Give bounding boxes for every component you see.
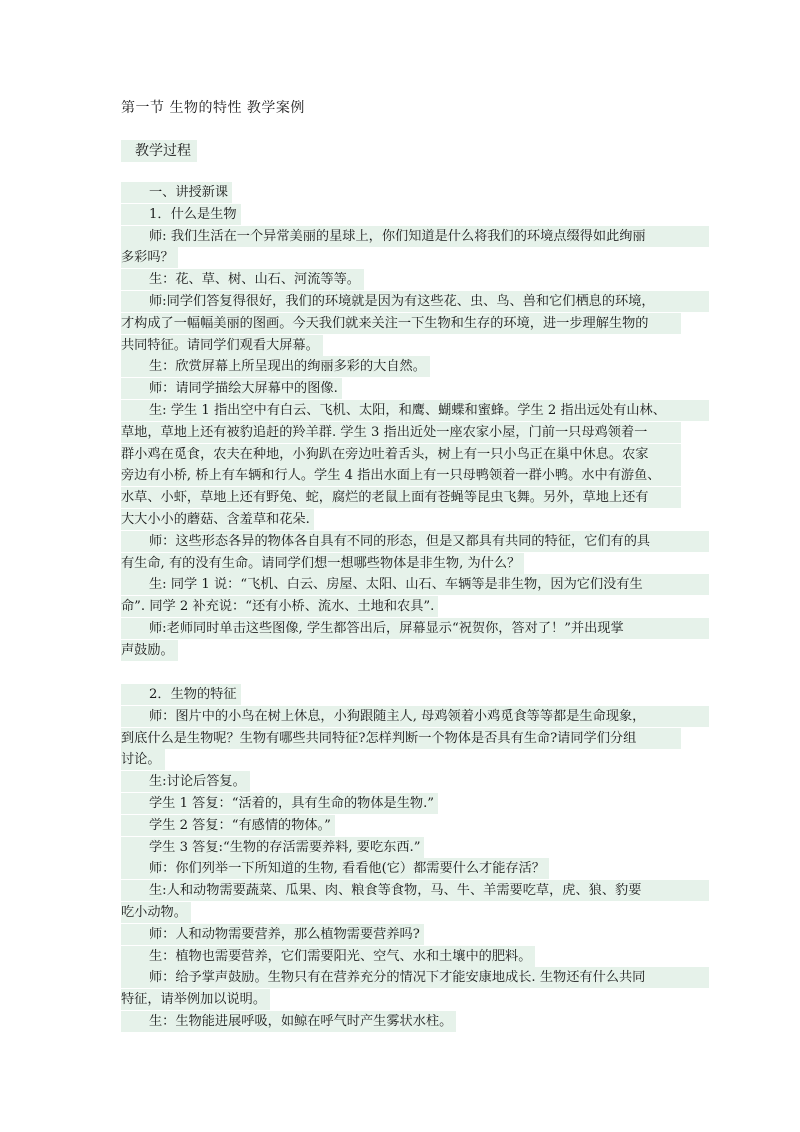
subsection-heading: 1．什么是生物: [121, 204, 241, 225]
paragraph-line: 学生 2 答复：“有感情的物体。”: [121, 815, 335, 836]
paragraph-line: 师: 我们生活在一个异常美丽的星球上，你们知道是什么将我们的环境点缀得如此绚丽: [121, 226, 709, 247]
paragraph-line: 旁边有小桥, 桥上有车辆和行人。学生 4 指出水面上有一只母鸭领着一群小鸭。水中有游鱼、: [121, 465, 681, 486]
paragraph-line: 师：给予掌声鼓励。生物只有在营养充分的情况下才能安康地成长. 生物还有什么共同: [121, 967, 709, 988]
paragraph-line: 吃小动物。: [121, 902, 191, 923]
paragraph-line: 群小鸡在觅食，农夫在种地，小狗趴在旁边吐着舌头，树上有一只小鸟正在巢中休息。农家: [121, 444, 681, 465]
paragraph-line: 生：植物也需要营养，它们需要阳光、空气、水和土壤中的肥料。: [121, 946, 535, 967]
paragraph-line: 生:讨论后答复。: [121, 771, 250, 792]
paragraph-line: 才构成了一幅幅美丽的图画。今天我们就来关注一下生物和生存的环境，进一步理解生物的: [121, 313, 681, 334]
paragraph-line: 师：你们列举一下所知道的生物, 看看他(它）都需要什么才能存活？: [121, 858, 549, 879]
section-heading-teaching-process: 教学过程: [121, 140, 197, 162]
paragraph-line: 师:老师同时单击这些图像, 学生都答出后，屏幕显示“祝贺你，答对了！”并出现掌: [121, 618, 709, 639]
paragraph-line: 师：人和动物需要营养，那么植物需要营养吗?: [121, 924, 424, 945]
paragraph-line: 学生 1 答复：“活着的，具有生命的物体是生物.”: [121, 793, 438, 814]
paragraph-line: 命”. 同学 2 补充说：“还有小桥、流水、土地和农具”.: [121, 596, 438, 617]
paragraph-line: 师:同学们答复得很好，我们的环境就是因为有这些花、虫、鸟、兽和它们栖息的环境，: [121, 291, 709, 312]
paragraph-line: 生：欣赏屏幕上所呈现出的绚丽多彩的大自然。: [121, 356, 430, 377]
subsection-heading: 2．生物的特征: [121, 684, 241, 705]
paragraph-line: 生:人和动物需要蔬菜、瓜果、肉、粮食等食物，马、牛、羊需要吃草，虎、狼、豹要: [121, 880, 709, 901]
paragraph-line: 师：请同学描绘大屏幕中的图像.: [121, 378, 342, 399]
paragraph-line: 师：这些形态各异的物体各自具有不同的形态，但是又都具有共同的特征，它们有的具: [121, 531, 709, 552]
paragraph-line: 生：花、草、树、山石、河流等等。: [121, 269, 364, 290]
paragraph-line: 水草、小虾，草地上还有野兔、蛇，腐烂的老鼠上面有苍蝇等昆虫飞舞。另外，草地上还有: [121, 487, 681, 508]
section-2: [121, 684, 681, 1033]
paragraph-line: 生: 学生 1 指出空中有白云、飞机、太阳，和鹰、蝴蝶和蜜蜂。学生 2 指出远处有山林、: [121, 400, 709, 421]
paragraph-line: 学生 3 答复:“生物的存活需要养料, 要吃东西.”: [121, 837, 424, 858]
paragraph-line: 生：生物能进展呼吸，如鲸在呼气时产生雾状水柱。: [121, 1011, 456, 1032]
section-heading: 一、讲授新课: [121, 182, 232, 203]
paragraph-line: 特征，请举例加以说明。: [121, 989, 270, 1010]
paragraph-line: 草地，草地上还有被豹追赶的羚羊群. 学生 3 指出近处一座农家小屋，门前一只母鸡领着一: [121, 422, 681, 443]
paragraph-line: 大大小小的蘑菇、含羞草和花朵.: [121, 509, 314, 530]
paragraph-line: 共同特征。请同学们观看大屏幕。: [121, 335, 323, 356]
paragraph-line: 声鼓励。: [121, 640, 178, 661]
paragraph-line: 到底什么是生物呢？生物有哪些共同特征?怎样判断一个物体是否具有生命?请同学们分组: [121, 728, 681, 749]
paragraph-line: 多彩吗？: [121, 247, 178, 268]
paragraph-line: 师：图片中的小鸟在树上休息，小狗跟随主人, 母鸡领着小鸡觅食等等都是生命现象，: [121, 706, 709, 727]
paragraph-line: 生: 同学 1 说：“飞机、白云、房屋、太阳、山石、车辆等是非生物，因为它们没有生: [121, 574, 709, 595]
paragraph-line: 讨论。: [121, 749, 165, 770]
document-title: 第一节 生物的特性 教学案例: [121, 100, 305, 116]
section-1: [121, 182, 681, 662]
paragraph-line: 有生命, 有的没有生命。请同学们想一想哪些物体是非生物, 为什么？: [121, 553, 524, 574]
